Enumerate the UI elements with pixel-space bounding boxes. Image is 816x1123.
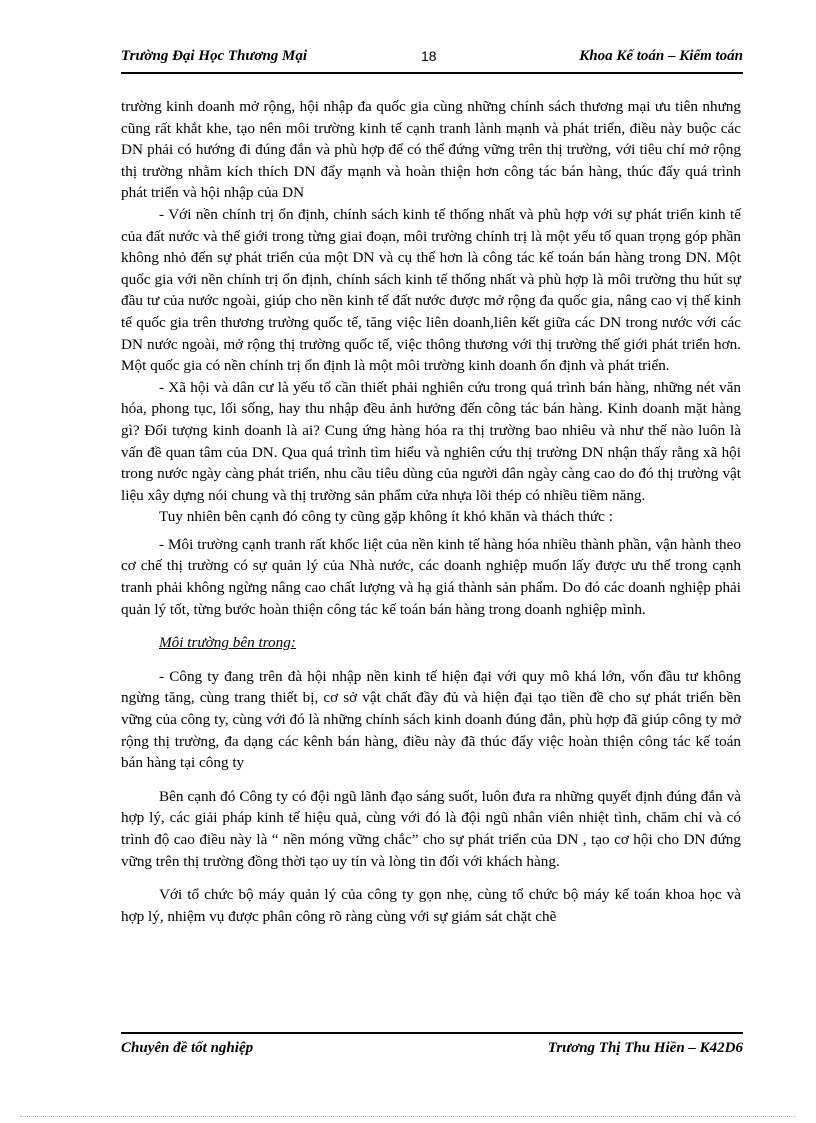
paragraph-6: - Công ty đang trên đà hội nhập nền kinh tế hiện đại với quy mô khá lớn, vốn đầu tư không ngừng tăng, cùng trang thiết bị, cơ sở vật chất đầy đủ và hiện đại tạo tiền đề cho sự phát triển bền vững của công ty, cùng với đó là những chính sách kinh doanh đúng đắn, phù hợp đã giúp công ty mở rộng thị trường, đa dạng các kênh bán hàng, điều này đã thúc đẩy việc hoàn thiện công tác kế toán bán hàng tại công ty [121,667,741,772]
page-header [121,44,743,70]
page-footer [121,1040,743,1064]
document-body [121,96,741,927]
footer-title: Chuyên đề tốt nghiệp [121,1040,254,1056]
header-rule [121,72,743,74]
paragraph-1: trường kinh doanh mở rộng, hội nhập đa quốc gia cùng những chính sách thương mại ưu tiên nhưng cũng rất khắt khe, tạo nên môi trường kinh tế cạnh tranh lành mạnh và phát triển, điều này buộc các DN phải có hướng đi đúng đắn và phù hợp để có thể đứng vững trên thị trường, với tiêu chí mở rộng thị trường nhằm kích thích DN đẩy mạnh và hoàn thiện hơn công tác bán hàng, thúc đẩy quá trình phát triển và hội nhập của DN [121,98,741,202]
paragraph-5: - Môi trường cạnh tranh rất khốc liệt của nền kinh tế hàng hóa nhiều thành phần, vận hành theo cơ chế thị trường có sự quản lý của Nhà nước, các doanh nghiệp muốn lấy được ưu thế trong cạnh tranh phải không ngừng nâng cao chất lượng và hạ giá thành sản phẩm. Do đó các doanh nghiệp phải quản lý tốt, từng bước hoàn thiện công tác kế toán bán hàng trong doanh nghiệp mình. [121,535,741,618]
page-number: 18 [421,48,437,64]
paragraph-2: - Với nền chính trị ổn định, chính sách kinh tế thống nhất và phù hợp với sự phát triển kinh tế của đất nước và thế giới trong từng giai đoạn, môi trường chính trị là một yếu tố quan trọng góp phần không nhỏ đến sự phát triển của một DN và cụ thể hơn là công tác kế toán bán hàng trong DN. Một quốc gia với nền chính trị ổn định, chính sách kinh tế thống nhất và phù hợp là môi trường thu hút sự đầu tư của nước ngoài, giúp cho nền kinh tế đất nước được mở rộng đa quốc gia, nâng cao vị thế kinh tế quốc gia trên thương trường quốc tế, tăng việc liên doanh,liên kết giữa các DN trong nước với các DN nước ngoài, mở rộng thị trường quốc tế, việc thông thương với thị trường thế giới phát triển hơn. Một quốc gia có nền chính trị ổn định là một môi trường kinh doanh ổn định và phát triển. [121,205,741,375]
header-school-name: Trường Đại Học Thương Mại [121,48,308,64]
paragraph-3: - Xã hội và dân cư là yếu tố cần thiết phải nghiên cứu trong quá trình bán hàng, những nét văn hóa, phong tục, lối sống, hay thu nhập đều ảnh hưởng đến công tác bán hàng. Kinh doanh mặt hàng gì? Đối tượng kinh doanh là ai? Cung ứng hàng hóa ra thị trường bao nhiêu và như thế nào luôn là vấn đề quan tâm của DN. Qua quá trình tìm hiểu và nghiên cứu thị trường DN nhận thấy rằng xã hội trong nước ngày càng phát triển, nhu cầu tiêu dùng của người dân ngày càng cao do đó thị trường vật liệu xây dựng nói chung và thị trường sản phẩm cửa nhựa lõi thép có nhiều tiềm năng. [121,378,741,504]
paragraph-4: Tuy nhiên bên cạnh đó công ty cũng gặp không ít khó khăn và thách thức : [159,508,613,526]
footer-rule [121,1032,743,1034]
footer-author: Trương Thị Thu Hiền – K42D6 [547,1040,743,1056]
paragraph-7: Bên cạnh đó Công ty có đội ngũ lãnh đạo sáng suốt, luôn đưa ra những quyết định đúng đắn và hợp lý, các giải pháp kinh tế hiệu quả, cùng với đó là đội ngũ nhân viên nhiệt tình, chăm chỉ và có trình độ cao điều này là “ nền móng vững chắc” cho sự phát triển của DN , tạo cơ hội cho DN đứng vững trên thị trường đồng thời tạo uy tín và lòng tin đối với khách hàng. [121,787,741,870]
paragraph-8: Với tổ chức bộ máy quản lý của công ty gọn nhẹ, cùng tổ chức bộ máy kế toán khoa học và hợp lý, nhiệm vụ được phân công rõ ràng cùng với sự giám sát chặt chẽ [121,886,741,925]
header-department: Khoa Kế toán – Kiểm toán [579,48,743,64]
page-edge-dots [20,1116,796,1117]
section-subheading: Môi trường bên trong: [159,634,296,652]
